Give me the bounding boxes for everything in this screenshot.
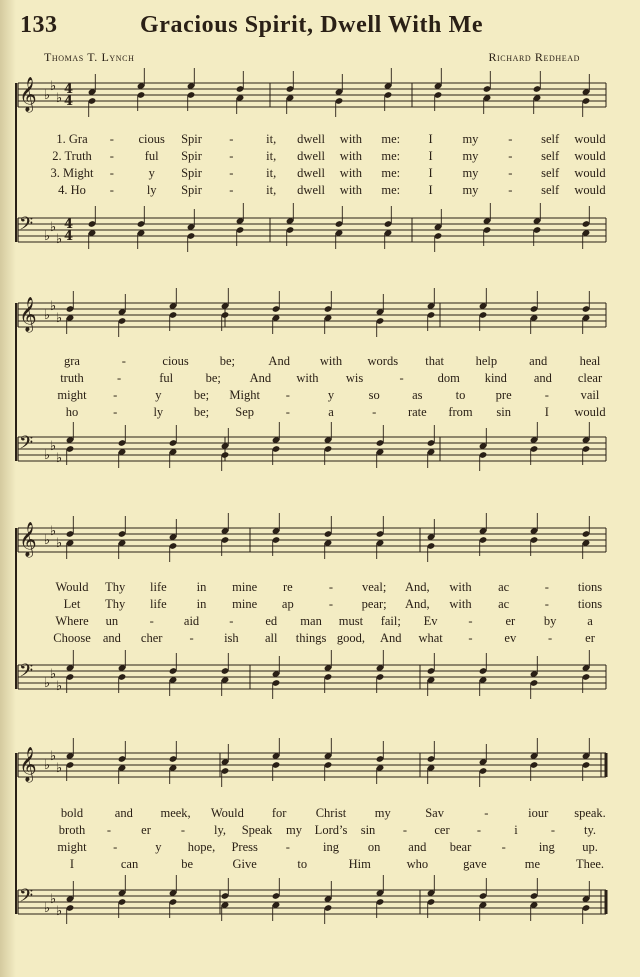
lyric-line	[0, 371, 640, 387]
lyric-syllable: 4. Ho	[58, 183, 86, 197]
lyric-syllable: i	[514, 823, 518, 837]
syllable-hyphen: -	[149, 614, 154, 628]
lyric-syllable: ap	[281, 597, 294, 611]
flat-icon: ♭	[44, 229, 51, 244]
time-signature-digit: 4	[64, 82, 74, 97]
syllable-hyphen: -	[548, 631, 553, 645]
lyric-syllable: ev	[504, 631, 517, 645]
lyric-syllable: as	[412, 388, 423, 402]
flat-icon: ♭	[44, 676, 51, 691]
lyric-syllable: my	[462, 166, 479, 180]
lyric-syllable: I	[428, 132, 433, 146]
hymn-title: Gracious Spirit, Dwell With Me	[140, 12, 484, 38]
lyric-syllable: and	[114, 806, 133, 820]
syllable-hyphen: -	[544, 388, 549, 402]
flat-icon: ♭	[56, 91, 63, 106]
treble-clef-icon: 𝄞	[19, 747, 37, 782]
lyric-syllable: cher	[140, 631, 163, 645]
lyric-syllable: mine	[232, 580, 258, 594]
lyric-syllable: it,	[266, 132, 277, 146]
lyric-syllable: and	[408, 840, 427, 854]
time-signature-digit: 4	[64, 217, 74, 232]
lyric-syllable: up.	[582, 840, 598, 854]
lyric-syllable: Him	[348, 857, 371, 871]
lyric-syllable: 3. Might	[50, 166, 94, 180]
syllable-hyphen: -	[229, 149, 234, 163]
lyric-syllable: with	[449, 597, 472, 611]
syllable-hyphen: -	[229, 166, 234, 180]
lyric-syllable: me:	[381, 166, 401, 180]
syllable-hyphen: -	[399, 371, 404, 385]
lyric-syllable: would	[574, 149, 606, 163]
hymn-number: 133	[20, 12, 58, 38]
lyric-syllable: vail	[580, 388, 600, 402]
lyric-syllable: meek,	[160, 806, 191, 820]
flat-icon: ♭	[50, 749, 57, 764]
syllable-hyphen: -	[285, 840, 290, 854]
lyric-line	[0, 405, 640, 421]
syllable-hyphen: -	[189, 631, 194, 645]
lyric-syllable: wis	[345, 371, 364, 385]
lyric-syllable: sin	[360, 823, 376, 837]
lyric-syllable: 2. Truth	[52, 149, 92, 163]
lyric-syllable: ing	[538, 840, 555, 854]
time-signature-digit: 4	[64, 94, 74, 109]
flat-icon: ♭	[50, 892, 57, 907]
lyric-syllable: my	[286, 823, 302, 837]
lyric-syllable: must	[338, 614, 364, 628]
lyric-syllable: to	[297, 857, 308, 871]
lyric-syllable: dwell	[297, 183, 325, 197]
lyric-syllable: Lord’s	[314, 823, 348, 837]
lyric-syllable: ty.	[583, 823, 597, 837]
lyric-syllable: y	[155, 388, 162, 402]
lyric-syllable: might	[57, 388, 87, 402]
flat-icon: ♭	[56, 536, 63, 551]
lyric-syllable: self	[541, 183, 560, 197]
lyric-syllable: aid	[183, 614, 200, 628]
lyric-syllable: Press	[231, 840, 258, 854]
lyric-syllable: might	[57, 840, 87, 854]
lyric-syllable: ful	[159, 371, 174, 385]
lyric-syllable: And,	[405, 580, 430, 594]
flat-icon: ♭	[50, 524, 57, 539]
lyric-syllable: rate	[407, 405, 427, 419]
composer-credit: Richard Redhead	[488, 50, 580, 64]
lyric-line	[0, 354, 640, 370]
lyric-syllable: with	[339, 166, 363, 180]
lyric-syllable: in	[196, 580, 207, 594]
lyric-syllable: with	[296, 371, 319, 385]
lyric-syllable: Thy	[105, 580, 126, 594]
syllable-hyphen: -	[109, 132, 114, 146]
lyric-syllable: I	[69, 857, 75, 871]
lyric-syllable: And	[268, 354, 290, 368]
lyric-syllable: tions	[577, 597, 603, 611]
lyric-syllable: my	[462, 183, 479, 197]
lyric-syllable: dwell	[297, 132, 325, 146]
lyric-syllable: I	[428, 149, 433, 163]
lyric-syllable: broth	[58, 823, 86, 837]
lyric-syllable: ed	[265, 614, 278, 628]
lyric-syllable: who	[406, 857, 429, 871]
syllable-hyphen: -	[501, 840, 506, 854]
flat-icon: ♭	[56, 311, 63, 326]
lyric-syllable: y	[155, 840, 162, 854]
lyric-syllable: all	[264, 631, 278, 645]
flat-icon: ♭	[44, 901, 51, 916]
lyric-syllable: Would	[210, 806, 244, 820]
syllable-hyphen: -	[328, 580, 334, 594]
syllable-hyphen: -	[328, 597, 334, 611]
lyric-line	[0, 166, 640, 182]
lyric-syllable: with	[339, 149, 363, 163]
lyric-syllable: er	[505, 614, 516, 628]
lyric-line	[0, 580, 640, 596]
lyric-syllable: heal	[579, 354, 601, 368]
lyric-line	[0, 183, 640, 199]
syllable-hyphen: -	[544, 580, 549, 594]
lyric-syllable: tions	[577, 580, 603, 594]
lyric-syllable: gave	[463, 857, 487, 871]
lyric-syllable: iour	[528, 806, 549, 820]
lyric-syllable: a	[587, 614, 593, 628]
bass-clef-icon: 𝄢	[19, 433, 34, 458]
lyric-syllable: dom	[437, 371, 460, 385]
lyric-line	[0, 388, 640, 404]
lyric-syllable: Where	[55, 614, 89, 628]
syllable-hyphen: -	[508, 183, 513, 197]
lyric-syllable: ho	[65, 405, 79, 419]
lyric-syllable: for	[271, 806, 287, 820]
hymn-header	[0, 6, 640, 46]
flat-icon: ♭	[50, 439, 57, 454]
lyric-syllable: clear	[577, 371, 603, 385]
lyric-syllable: my	[462, 149, 479, 163]
bass-clef-icon: 𝄢	[19, 214, 34, 239]
lyric-syllable: with	[319, 354, 343, 368]
lyric-syllable: be	[181, 857, 194, 871]
lyric-syllable: hope,	[187, 840, 216, 854]
flat-icon: ♭	[50, 79, 57, 94]
lyric-syllable: ac	[498, 597, 510, 611]
flat-icon: ♭	[44, 533, 51, 548]
lyric-syllable: I	[544, 405, 549, 419]
lyric-syllable: Sep	[235, 405, 255, 419]
flat-icon: ♭	[44, 88, 51, 103]
lyric-syllable: it,	[266, 166, 277, 180]
lyric-syllable: ly	[153, 405, 164, 419]
syllable-hyphen: -	[229, 132, 234, 146]
lyric-syllable: self	[541, 132, 560, 146]
lyric-syllable: self	[541, 149, 560, 163]
lyric-syllable: with	[449, 580, 472, 594]
lyric-syllable: and	[533, 371, 552, 385]
lyric-line	[0, 614, 640, 630]
lyric-syllable: be;	[193, 388, 210, 402]
lyric-syllable: would	[574, 183, 606, 197]
lyric-syllable: be;	[205, 371, 221, 385]
lyric-syllable: so	[368, 388, 380, 402]
lyric-syllable: pear;	[361, 597, 387, 611]
lyric-syllable: ish	[224, 631, 239, 645]
syllable-hyphen: -	[508, 149, 513, 163]
lyric-syllable: my	[462, 132, 479, 146]
treble-clef-icon: 𝄞	[19, 77, 37, 112]
lyric-syllable: y	[148, 166, 155, 180]
syllable-hyphen: -	[285, 388, 290, 402]
syllable-hyphen: -	[113, 840, 118, 854]
syllable-hyphen: -	[109, 149, 114, 163]
lyric-syllable: dwell	[297, 149, 325, 163]
lyric-syllable: er	[585, 631, 595, 645]
lyric-syllable: ac	[498, 580, 510, 594]
lyric-syllable: un	[105, 614, 119, 628]
lyric-syllable: Spir	[181, 149, 202, 163]
lyric-syllable: life	[149, 597, 167, 611]
syllable-hyphen: -	[550, 823, 556, 837]
flat-icon: ♭	[50, 299, 57, 314]
lyric-syllable: me	[524, 857, 541, 871]
flat-icon: ♭	[56, 451, 63, 466]
flat-icon: ♭	[44, 448, 51, 463]
lyric-syllable: veal;	[362, 580, 387, 594]
lyric-syllable: and	[529, 354, 548, 368]
lyric-syllable: kind	[484, 371, 507, 385]
syllable-hyphen: -	[508, 132, 513, 146]
lyric-syllable: from	[448, 405, 473, 419]
lyric-syllable: would	[574, 132, 606, 146]
syllable-hyphen: -	[544, 597, 549, 611]
lyric-syllable: cious	[138, 132, 165, 146]
lyric-syllable: would	[574, 166, 606, 180]
lyric-syllable: man	[300, 614, 322, 628]
lyric-syllable: and	[102, 631, 121, 645]
lyric-syllable: help	[475, 354, 498, 368]
bass-clef-icon: 𝄢	[19, 661, 34, 686]
flat-icon: ♭	[56, 232, 63, 247]
lyric-syllable: y	[327, 388, 335, 402]
lyric-syllable: cer	[434, 823, 450, 837]
lyric-syllable: on	[367, 840, 381, 854]
lyric-syllable: my	[374, 806, 391, 820]
lyric-syllable: in	[196, 597, 207, 611]
lyric-syllable: er	[141, 823, 151, 837]
lyric-syllable: ful	[144, 149, 159, 163]
lyric-syllable: sin	[496, 405, 511, 419]
lyric-syllable: can	[120, 857, 139, 871]
flat-icon: ♭	[56, 679, 63, 694]
time-signature-digit: 4	[64, 229, 74, 244]
lyric-syllable: bear	[449, 840, 472, 854]
lyric-syllable: Would	[55, 580, 89, 594]
syllable-hyphen: -	[484, 806, 489, 820]
lyric-syllable: me:	[381, 149, 401, 163]
lyric-syllable: to	[455, 388, 466, 402]
syllable-hyphen: -	[109, 166, 114, 180]
syllable-hyphen: -	[508, 166, 513, 180]
lyric-syllable: cious	[162, 354, 189, 368]
syllable-hyphen: -	[402, 823, 408, 837]
syllable-hyphen: -	[372, 405, 377, 419]
lyric-syllable: 1. Gra	[56, 132, 88, 146]
lyric-syllable: what	[418, 631, 443, 645]
syllable-hyphen: -	[180, 823, 186, 837]
syllable-hyphen: -	[109, 183, 114, 197]
lyric-syllable: that	[425, 354, 444, 368]
flat-icon: ♭	[56, 904, 63, 919]
lyric-syllable: And,	[405, 597, 430, 611]
syllable-hyphen: -	[116, 371, 122, 385]
lyric-syllable: Thy	[105, 597, 126, 611]
lyric-syllable: it,	[266, 183, 277, 197]
lyric-syllable: Christ	[315, 806, 347, 820]
lyric-syllable: Spir	[181, 132, 202, 146]
syllable-hyphen: -	[468, 614, 473, 628]
lyric-syllable: Spir	[181, 166, 202, 180]
syllable-hyphen: -	[229, 614, 234, 628]
lyric-syllable: Speak	[241, 823, 273, 837]
lyric-syllable: with	[339, 183, 363, 197]
lyric-line	[0, 132, 640, 148]
lyric-syllable: be;	[219, 354, 236, 368]
lyric-syllable: Let	[63, 597, 81, 611]
lyric-syllable: Sav	[425, 806, 444, 820]
lyric-syllable: would	[574, 405, 606, 419]
lyric-syllable: with	[339, 132, 363, 146]
lyric-syllable: Choose	[53, 631, 91, 645]
bass-clef-icon: 𝄢	[19, 886, 34, 911]
lyric-syllable: truth	[60, 371, 84, 385]
syllable-hyphen: -	[476, 823, 482, 837]
treble-clef-icon: 𝄞	[19, 297, 37, 332]
lyric-syllable: be;	[193, 405, 210, 419]
lyric-line	[0, 806, 640, 822]
syllable-hyphen: -	[285, 405, 290, 419]
lyric-syllable: re	[282, 580, 293, 594]
syllable-hyphen: -	[229, 183, 234, 197]
lyric-syllable: things	[295, 631, 327, 645]
lyric-syllable: ly	[146, 183, 157, 197]
lyric-syllable: I	[428, 183, 433, 197]
lyric-line	[0, 631, 640, 647]
treble-clef-icon: 𝄞	[19, 522, 37, 557]
flat-icon: ♭	[56, 761, 63, 776]
lyric-line	[0, 857, 640, 873]
lyric-syllable: a	[328, 405, 334, 419]
lyric-syllable: And	[249, 371, 272, 385]
flat-icon: ♭	[44, 308, 51, 323]
lyric-syllable: fail;	[380, 614, 401, 628]
flat-icon: ♭	[50, 667, 57, 682]
syllable-hyphen: -	[121, 354, 126, 368]
flat-icon: ♭	[44, 758, 51, 773]
author-credit: Thomas T. Lynch	[44, 50, 135, 64]
lyric-syllable: gra	[64, 354, 80, 368]
syllable-hyphen: -	[106, 823, 112, 837]
lyric-syllable: Ev	[423, 614, 438, 628]
lyric-syllable: self	[541, 166, 560, 180]
lyric-syllable: life	[149, 580, 167, 594]
lyric-syllable: me:	[381, 132, 401, 146]
lyric-syllable: And	[380, 631, 402, 645]
lyric-line	[0, 597, 640, 613]
lyric-syllable: I	[428, 166, 433, 180]
lyric-syllable: Give	[232, 857, 257, 871]
lyric-syllable: ly,	[213, 823, 227, 837]
lyric-syllable: dwell	[297, 166, 325, 180]
syllable-hyphen: -	[113, 405, 118, 419]
lyric-syllable: me:	[381, 183, 401, 197]
lyric-syllable: Might	[229, 388, 260, 402]
lyric-line	[0, 840, 640, 856]
lyric-syllable: it,	[266, 149, 277, 163]
lyric-syllable: good,	[336, 631, 365, 645]
lyric-line	[0, 149, 640, 165]
syllable-hyphen: -	[468, 631, 473, 645]
lyric-line	[0, 823, 640, 839]
lyric-syllable: speak.	[574, 806, 606, 820]
lyric-syllable: mine	[232, 597, 258, 611]
lyric-syllable: words	[367, 354, 399, 368]
flat-icon: ♭	[50, 220, 57, 235]
lyric-syllable: Thee.	[575, 857, 605, 871]
lyric-syllable: ing	[323, 840, 339, 854]
lyric-syllable: Spir	[181, 183, 202, 197]
lyric-syllable: pre	[495, 388, 512, 402]
lyric-syllable: by	[543, 614, 557, 628]
syllable-hyphen: -	[113, 388, 118, 402]
lyric-syllable: bold	[60, 806, 84, 820]
